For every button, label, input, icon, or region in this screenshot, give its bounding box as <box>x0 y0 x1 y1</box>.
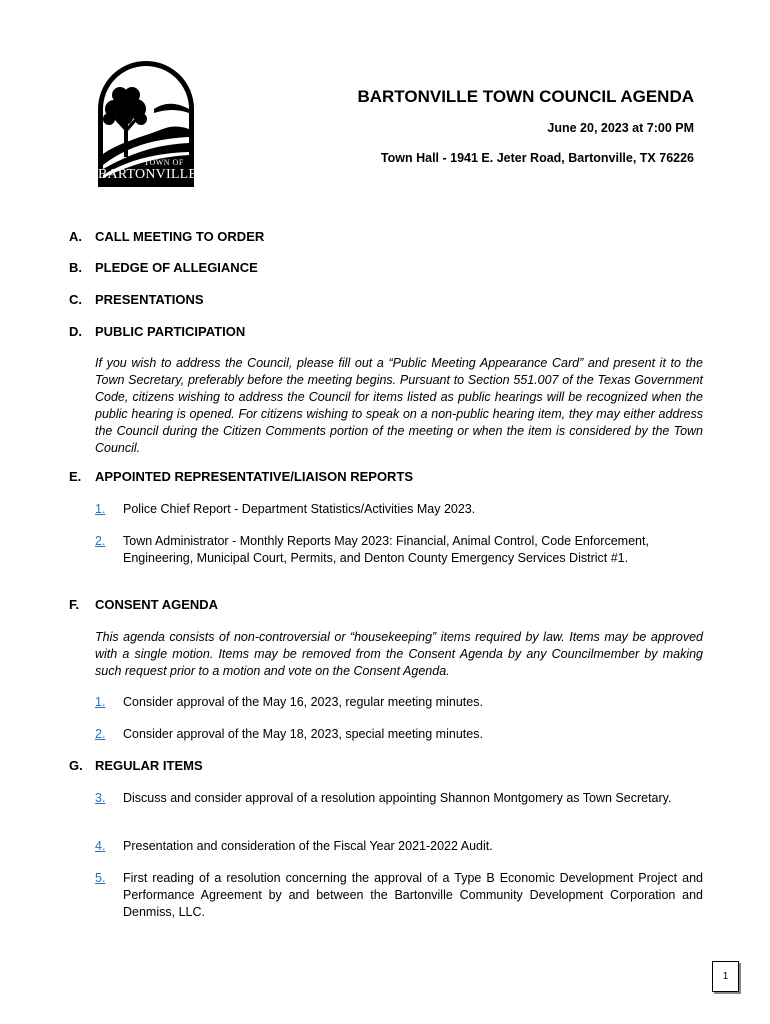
section-c-heading <box>69 292 204 307</box>
section-f-heading <box>69 597 218 612</box>
agenda-item <box>95 694 703 711</box>
section-e-heading <box>69 469 413 484</box>
section-a-heading <box>69 229 264 244</box>
item-text: Discuss and consider approval of a resolution appointing Shannon Montgomery as Town Secretary. <box>123 791 672 805</box>
agenda-title: BARTONVILLE TOWN COUNCIL AGENDA <box>357 87 694 106</box>
logo-town-name-text: BARTONVILLE <box>98 167 198 182</box>
item-number-link[interactable]: 1. <box>95 695 106 709</box>
item-number-link[interactable]: 3. <box>95 791 106 805</box>
section-title: PLEDGE OF ALLEGIANCE <box>95 260 258 275</box>
section-title: PUBLIC PARTICIPATION <box>95 324 246 339</box>
agenda-item <box>95 726 703 743</box>
agenda-item <box>95 870 703 921</box>
section-g-heading <box>69 758 203 773</box>
section-title: APPOINTED REPRESENTATIVE/LIAISON REPORTS <box>95 469 414 484</box>
meeting-location: Town Hall - 1941 E. Jeter Road, Bartonville, TX 76226 <box>380 151 694 165</box>
item-number-link[interactable]: 2. <box>95 727 106 741</box>
section-letter: B. <box>69 260 82 275</box>
section-letter: F. <box>69 597 80 612</box>
section-title: PRESENTATIONS <box>95 292 204 307</box>
item-text: Police Chief Report - Department Statistics/Activities May 2023. <box>123 502 476 516</box>
section-letter: C. <box>69 292 82 307</box>
item-text: Consider approval of the May 16, 2023, regular meeting minutes. <box>123 695 483 709</box>
meeting-date: June 20, 2023 at 7:00 PM <box>547 121 694 135</box>
section-b-heading <box>69 260 258 275</box>
town-logo <box>94 57 198 189</box>
item-number-link[interactable]: 4. <box>95 839 106 853</box>
section-letter: G. <box>69 758 83 773</box>
section-title: CALL MEETING TO ORDER <box>95 229 265 244</box>
consent-agenda-note: This agenda consists of non-controversial or “housekeeping” items required by law. Items may be approved with a single motion. Items may be removed from the Consent Agenda by any Councilmember by making such request prior to a motion and vote on the Consent Agenda. <box>95 630 703 678</box>
page-number-box: 1 <box>712 961 739 992</box>
item-number-link[interactable]: 2. <box>95 534 106 548</box>
logo-town-of-text: TOWN OF <box>144 158 184 167</box>
item-text: Town Administrator - Monthly Reports May 2023: Financial, Animal Control, Code Enforcement, Engineering, Municipal Court, Permits, and Denton County Emergency Services District #1. <box>123 534 649 565</box>
agenda-item <box>95 790 703 807</box>
section-title: REGULAR ITEMS <box>95 758 203 773</box>
public-participation-note: If you wish to address the Council, please fill out a “Public Meeting Appearance Card” and present it to the Town Secretary, preferably before the meeting begins. Pursuant to Section 551.007 of the Texas Government Code, citizens wishing to address the Council for items listed as public hearings will be recognized when the public hearing is opened. For citizens wishing to speak on a non-public hearing item, they may either address the Council during the Citizen Comments portion of the meeting or when the item is considered by the Town Council. <box>95 356 703 455</box>
section-d-heading <box>69 324 245 339</box>
section-letter: E. <box>69 469 82 484</box>
agenda-item <box>95 838 703 855</box>
item-text: First reading of a resolution concerning the approval of a Type B Economic Development Project and Performance Agreement by and between the Bartonville Community Development Corporation and Denmiss, LLC. <box>123 871 703 919</box>
item-text: Presentation and consideration of the Fiscal Year 2021-2022 Audit. <box>123 839 493 853</box>
item-text: Consider approval of the May 18, 2023, special meeting minutes. <box>123 727 483 741</box>
item-number-link[interactable]: 1. <box>95 502 106 516</box>
agenda-item <box>95 533 703 567</box>
section-letter: A. <box>69 229 82 244</box>
agenda-item <box>95 501 703 518</box>
section-letter: D. <box>69 324 82 339</box>
item-number-link[interactable]: 5. <box>95 871 106 885</box>
section-title: CONSENT AGENDA <box>95 597 219 612</box>
